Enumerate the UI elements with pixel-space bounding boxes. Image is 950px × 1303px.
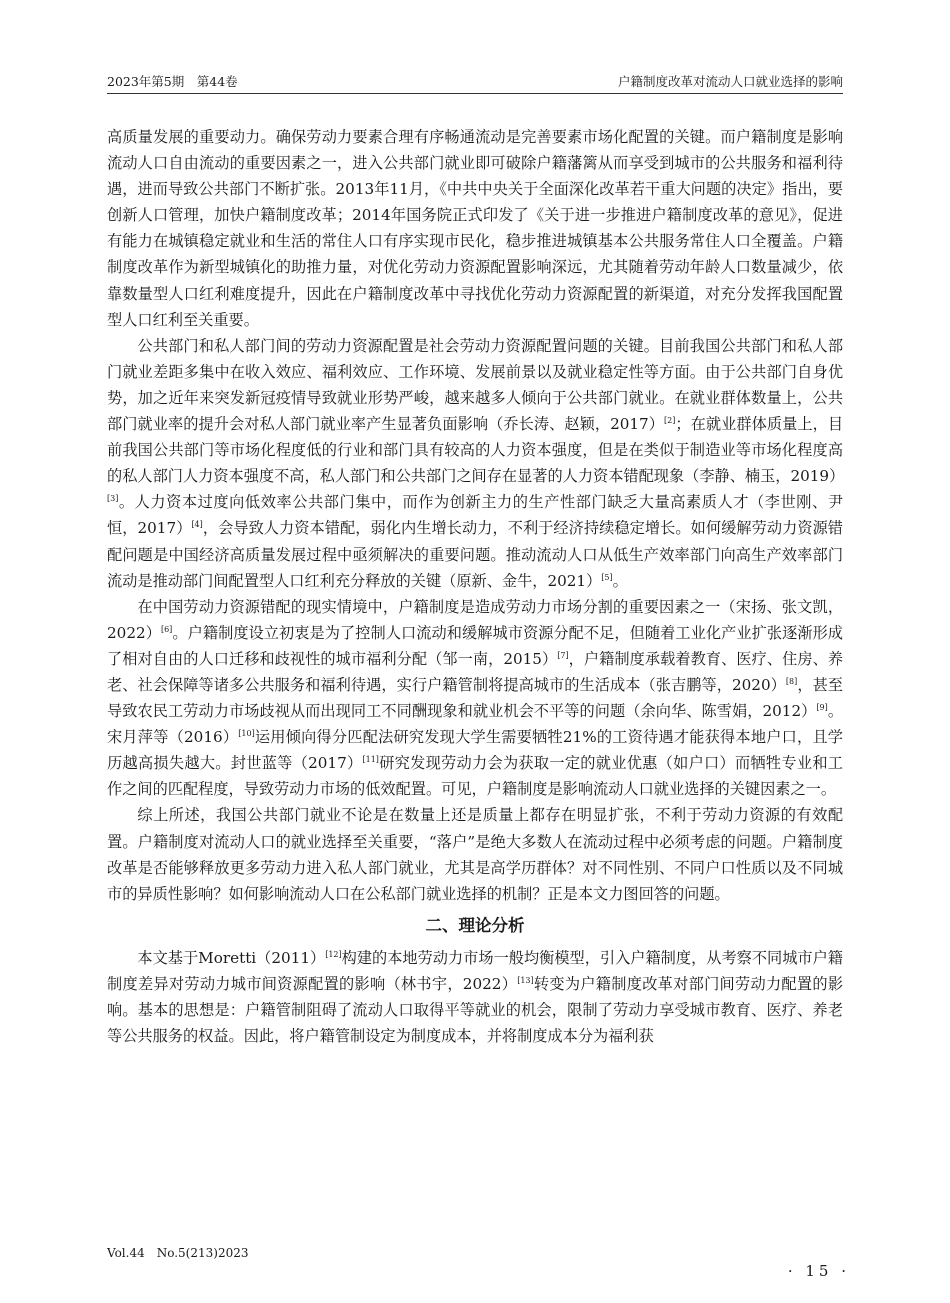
journal-issue: 2023年第5期 第44卷 (107, 74, 238, 89)
citation-ref: [6] (160, 624, 173, 634)
text-run: 公共部门和私人部门间的劳动力资源配置是社会劳动力资源配置问题的关键。目前我国公共部门和私人部门就业差距多集中在收入效应、福利效应、工作环境、发展前景以及就业稳定性等方面。由于公共部门自身优势，加之近年来突发新冠疫情导致就业形势严峻，越来越多人倾向于公共部门就业。在就业群体数量上，公共部门就业率的提升会对私人部门就业率产生显著负面影响（乔长涛、赵颖，2017） (107, 336, 843, 434)
text-run: 。户籍制度设立初衷是为了控制人口流动和缓解城市资源分配不足，但随着工业化产业扩张逐渐形成了相对自由的人口迁移和歧视性的城市福利分配（邹一南，2015） (107, 623, 843, 668)
citation-ref: [3] (107, 494, 119, 504)
citation-ref: [4] (191, 520, 203, 530)
section-title: 二、理论分析 (425, 915, 525, 935)
text-run: 高质量发展的重要动力。确保劳动力要素合理有序畅通流动是完善要素市场化配置的关键。而户籍制度是影响流动人口自由流动的重要因素之一，进入公共部门就业即可破除户籍藩篱从而享受到城市的公共服务和福利待遇，进而导致公共部门不断扩张。2013年11月，《中共中央关于全面深化改革若干重大问题的决定》指出，要创新人口管理，加快户籍制度改革；2014年国务院正式印发了《关于进一步推进户籍制度改革的意见》，促进有能力在城镇稳定就业和生活的常住人口有序实现市民化，稳步推进城镇基本公共服务常住人口全覆盖。户籍制度改革作为新型城镇化的助推力量，对优化劳动力资源配置影响深远，尤其随着劳动年龄人口数量减少，依靠数量型人口红利难度提升，因此在户籍制度改革中寻找优化劳动力资源配置的新渠道，对充分发挥我国配置型人口红利至关重要。 (107, 128, 843, 329)
article-body (107, 124, 843, 1049)
paragraph (107, 124, 843, 333)
text-run: 。人力资本过度向低效率公共部门集中，而作为创新主力的生产性部门缺乏大量高素质人才（李世刚、尹恒，2017） (107, 493, 843, 538)
paragraph (107, 802, 843, 906)
text-run: 。 (612, 571, 628, 590)
citation-ref: [5] (601, 572, 613, 582)
text-run: 综上所述，我国公共部门就业不论是在数量上还是质量上都存在明显扩张，不利于劳动力资源的有效配置。户籍制度对流动人口的就业选择至关重要，“落户”是绝大多数人在流动过程中必须考虑的问题。户籍制度改革是否能够释放更多劳动力进入私人部门就业，尤其是高学历群体？对不同性别、不同户口性质以及不同城市的异质性影响？如何影响流动人口在公私部门就业选择的机制？正是本文力图回答的问题。 (107, 806, 843, 903)
citation-ref: [2] (664, 415, 676, 425)
paragraph (107, 333, 843, 594)
page-number: · 15 · (787, 1262, 850, 1280)
citation-ref: [10] (238, 729, 255, 739)
text-run: ，甚至导致农民工劳动力市场歧视从而出现同工不同酬现象和就业机会不平等的问题（余向华、陈雪娟，2012） (107, 675, 843, 721)
text-run: 本文基于Moretti（2011） (137, 948, 326, 967)
text-run: ，户籍制度承载着教育、医疗、住房、养老、社会保障等诸多公共服务和福利待遇，实行户籍管制将提高城市的生活成本（张吉鹏等，2020） (107, 649, 844, 694)
paragraph (107, 945, 843, 1049)
footer-volume: Vol.44 No.5(213)2023 (107, 1246, 249, 1260)
text-run: 构建的本地劳动力市场一般均衡模型，引入户籍制度，从考察不同城市户籍制度差异对劳动力城市间资源配置的影响（林书宇，2022） (107, 948, 843, 993)
running-title: 户籍制度改革对流动人口就业选择的影响 (617, 74, 843, 89)
text-run: 研究发现劳动力会为获取一定的就业优惠（如户口）而牺牲专业和工作之间的匹配程度，导致劳动力市场的低效配置。可见，户籍制度是影响流动人口就业选择的关键因素之一。 (107, 754, 843, 799)
text-run: 转变为户籍制度改革对部门间劳动力配置的影响。基本的思想是：户籍管制阻碍了流动人口取得平等就业的机会，限制了劳动力享受城市教育、医疗、养老等公共服务的权益。因此，将户籍管制设定为制度成本，并将制度成本分为福利获 (107, 975, 844, 1046)
text-run: ；在就业群体质量上，目前我国公共部门等市场化程度低的行业和部门具有较高的人力资本强度，但是在类似于制造业等市场化程度高的私人部门人力资本强度不高，私人部门和公共部门之间存在显著的人力资本错配现象（李静、楠玉，2019） (107, 415, 845, 486)
text-run: 。宋月萍等（2016） (107, 702, 844, 747)
citation-ref: [11] (362, 755, 379, 765)
text-run: ，会导致人力资本错配，弱化内生增长动力，不利于经济持续稳定增长。如何缓解劳动力资源错配问题是中国经济高质量发展过程中亟须解决的重要问题。推动流动人口从低生产效率部门向高生产效率部门流动是推动部门间配置型人口红利充分释放的关键（原新、金牛，2021） (107, 519, 843, 590)
paragraph (107, 594, 843, 803)
citation-ref: [13] (517, 975, 534, 985)
text-run: 运用倾向得分匹配法研究发现大学生需要牺牲21%的工资待遇才能获得本地户口，且学历越高损失越大。封世蓝等（2017） (107, 728, 843, 773)
text-run: 在中国劳动力资源错配的现实情境中，户籍制度是造成劳动力市场分割的重要因素之一（宋扬、张文凯，2022） (107, 597, 843, 642)
citation-ref: [12] (325, 949, 342, 959)
citation-ref: [7] (557, 650, 569, 660)
running-header (107, 66, 843, 94)
citation-ref: [9] (816, 703, 828, 712)
citation-ref: [8] (785, 676, 798, 686)
